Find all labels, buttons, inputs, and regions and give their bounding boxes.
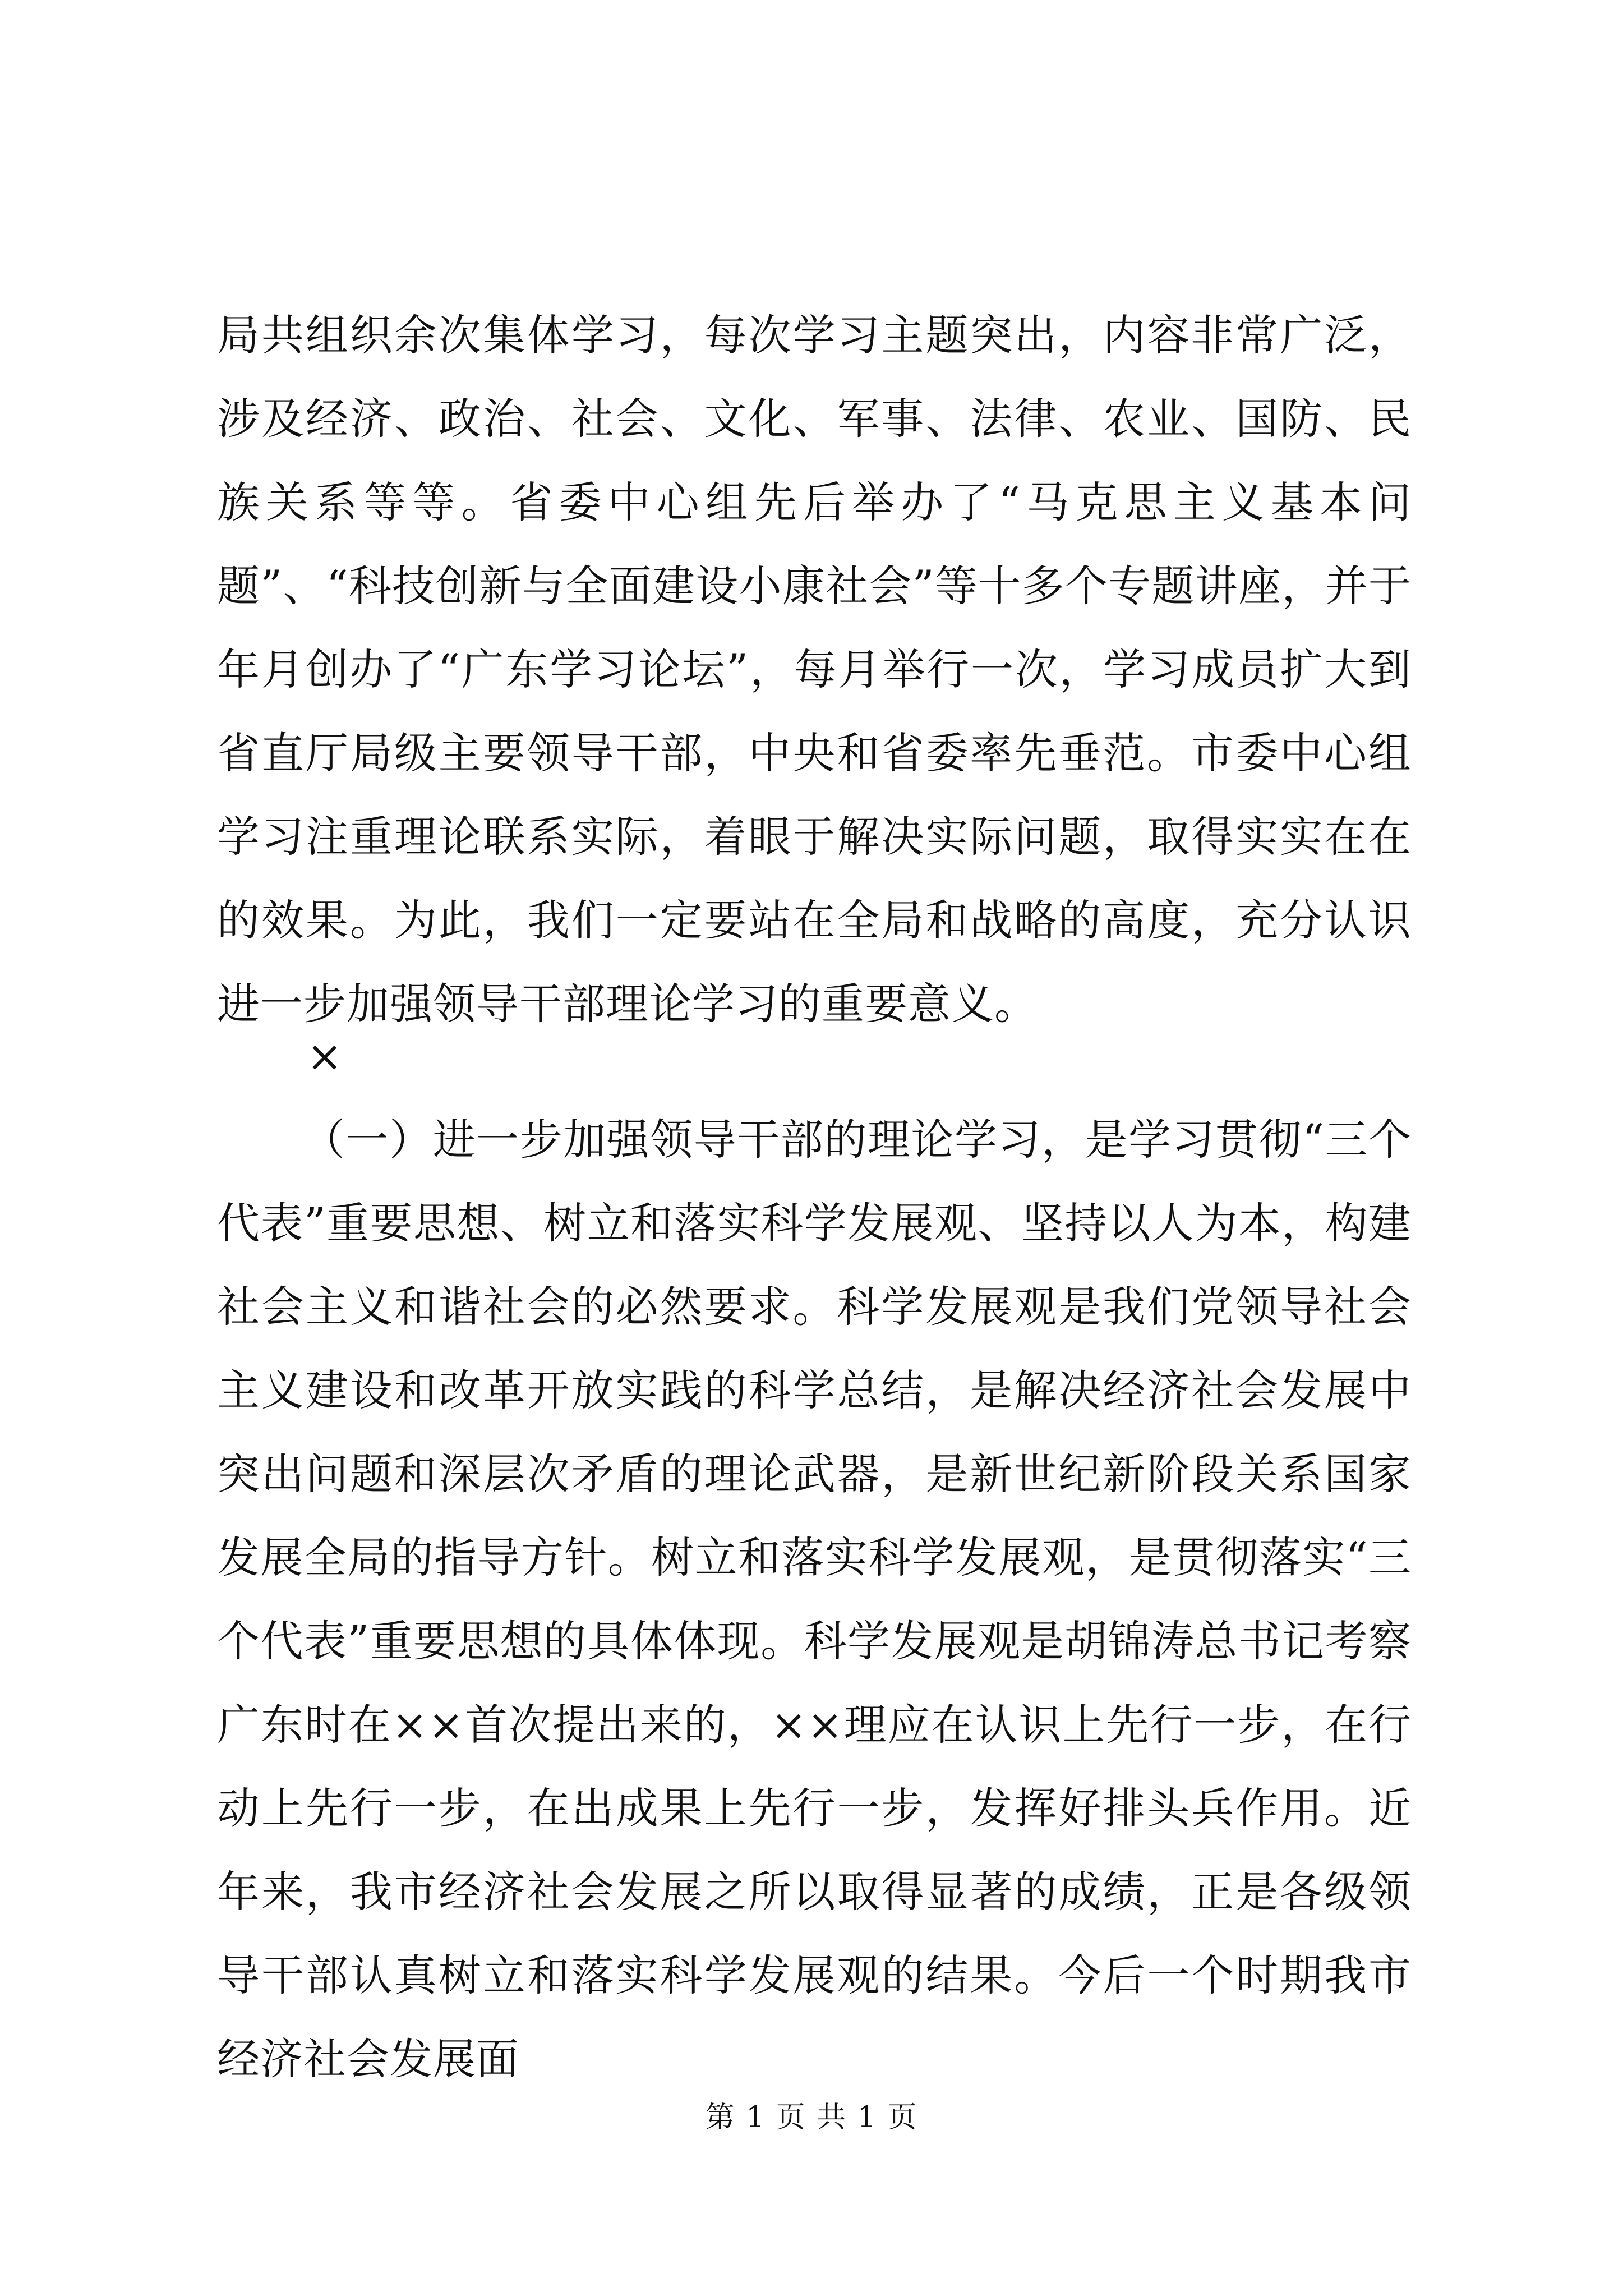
body-paragraph-section-1: （一）进一步加强领导干部的理论学习，是学习贯彻“三个代表”重要思想、树立和落实科学发展观、坚持以人为本，构建社会主义和谐社会的必然要求。科学发展观是我们党领导社会主义建设和改革开放实践的科学总结，是解决经济社会发展中突出问题和深层次矛盾的理论武器，是新世纪新阶段关系国家发展全局的指导方针。树立和落实科学发展观，是贯彻落实“三个代表”重要思想的具体体现。科学发展观是胡锦涛总书记考察广东时在××首次提出来的，××理应在认识上先行一步，在行动上先行一步，在出成果上先行一步，发挥好排头兵作用。近年来，我市经济社会发展之所以取得显著的成绩，正是各级领导干部认真树立和落实科学发展观的结果。今后一个时期我市经济社会发展面 — [217, 1115, 1412, 2084]
body-paragraph: 局共组织余次集体学习，每次学习主题突出，内容非常广泛，涉及经济、政治、社会、文化、军事、法律、农业、国防、民族关系等等。省委中心组先后举办了“马克思主义基本问题”、“科技创新与全面建设小康社会”等十多个专题讲座，并于年月创办了“广东学习论坛”，每月举行一次，学习成员扩大到省直厅局级主要领导干部，中央和省委率先垂范。市委中心组学习注重理论联系实际，着眼于解决实际问题，取得实实在在的效果。为此，我们一定要站在全局和战略的高度，充分认识进一步加强领导干部理论学习的重要意义。 — [217, 310, 1412, 1029]
cross-mark: × — [307, 1031, 343, 1081]
page-footer: 第 1 页 共 1 页 — [705, 2101, 918, 2134]
